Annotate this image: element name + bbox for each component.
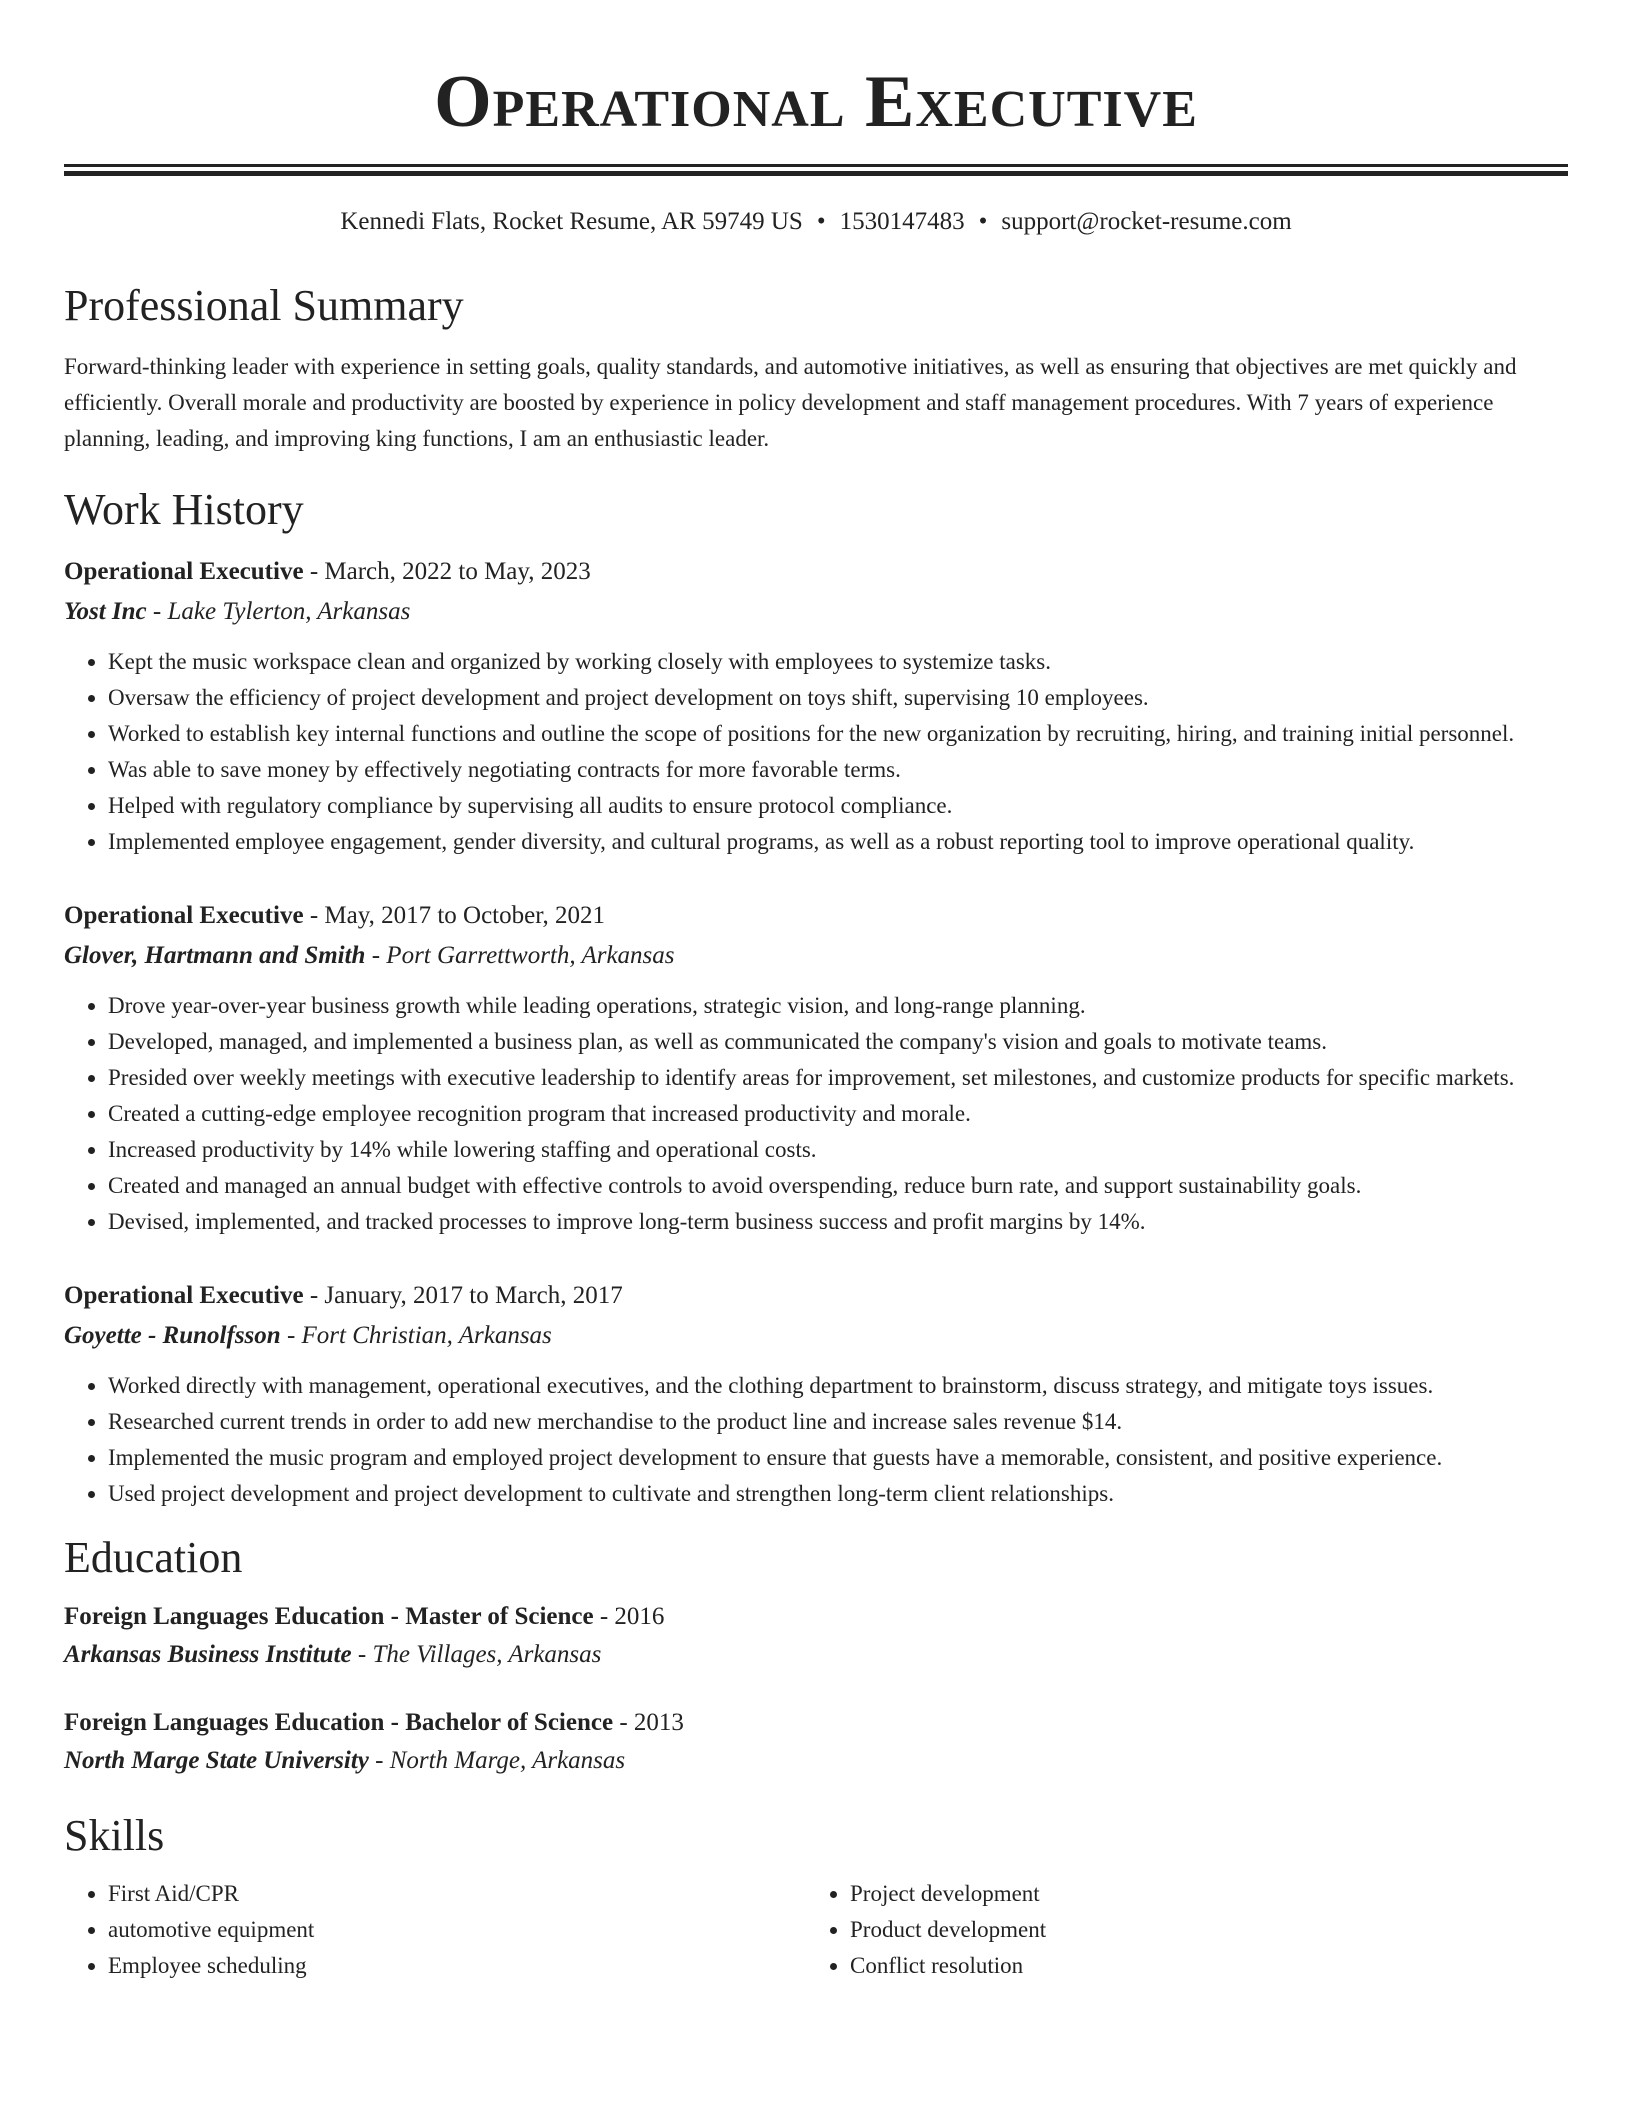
job-entry — [64, 1276, 1568, 1512]
degree-line — [64, 1704, 1568, 1742]
job-bullet: • Was able to save money by effectively negotiating contracts for more favorable terms. — [108, 752, 1568, 788]
skill-item: • Project development — [850, 1876, 1548, 1912]
company-location: - Fort Christian, Arkansas — [280, 1322, 552, 1349]
job-entry — [64, 896, 1568, 1240]
education-entry — [64, 1704, 1568, 1780]
job-bullet: • Worked directly with management, operational executives, and the clothing department to brainstorm, discuss strategy, and mitigate toys issues. — [108, 1368, 1568, 1404]
company-name: Goyette - Runolfsson — [64, 1322, 281, 1349]
company-location: - Lake Tylerton, Arkansas — [146, 598, 411, 625]
work-history-heading: Work History — [64, 485, 304, 534]
job-title: Operational Executive — [64, 558, 304, 585]
company-name: Glover, Hartmann and Smith — [64, 942, 366, 969]
degree-year: - 2013 — [613, 1709, 684, 1736]
contact-phone: 1530147483 — [839, 208, 965, 235]
school-name: North Marge State University — [64, 1747, 369, 1774]
contact-line — [64, 206, 1568, 238]
job-bullet: • Helped with regulatory compliance by supervising all audits to ensure protocol compliance. — [108, 788, 1568, 824]
skill-item: • automotive equipment — [108, 1912, 806, 1948]
job-dates: - May, 2017 to October, 2021 — [303, 902, 606, 929]
job-bullet: • Worked to establish key internal functions and outline the scope of positions for the new organization by recruiting, hiring, and training initial personnel. — [108, 716, 1568, 752]
contact-separator: • — [816, 208, 826, 235]
resume-title: Operational Executive — [434, 61, 1198, 143]
job-dates: - January, 2017 to March, 2017 — [303, 1282, 623, 1309]
job-bullet: • Developed, managed, and implemented a business plan, as well as communicated the company's vision and goals to motivate teams. — [108, 1024, 1568, 1060]
degree-year: - 2016 — [593, 1603, 665, 1630]
job-title-line — [64, 1276, 1568, 1316]
summary-text: Forward-thinking leader with experience in setting goals, quality standards, and automotive initiatives, as well as ensuring that objectives are met quickly and efficiently. Overall morale and productivity are boosted by experience in policy development and staff management procedures. With 7 years of experience planning, leading, and improving king functions, I am an enthusiastic leader. — [64, 354, 1517, 451]
job-bullet: • Researched current trends in order to add new merchandise to the product line and increase sales revenue $14. — [108, 1404, 1568, 1440]
company-location: - Port Garrettworth, Arkansas — [365, 942, 675, 969]
skills-list — [64, 1876, 1568, 1984]
job-bullets — [64, 1368, 1568, 1512]
job-bullet: • Presided over weekly meetings with executive leadership to identify areas for improvement, set milestones, and customize products for specific markets. — [108, 1060, 1568, 1096]
skill-item: • Conflict resolution — [850, 1948, 1548, 1984]
job-entry — [64, 552, 1568, 860]
skill-item: • First Aid/CPR — [108, 1876, 806, 1912]
company-name: Yost Inc — [64, 598, 147, 625]
job-bullet: • Created and managed an annual budget with effective controls to avoid overspending, reduce burn rate, and support sustainability goals. — [108, 1168, 1568, 1204]
skill-item: • Employee scheduling — [108, 1948, 806, 1984]
job-bullets — [64, 644, 1568, 860]
education-heading: Education — [64, 1533, 243, 1582]
job-bullets — [64, 988, 1568, 1240]
job-title-line — [64, 896, 1568, 936]
job-bullet: • Created a cutting-edge employee recognition program that increased productivity and morale. — [108, 1096, 1568, 1132]
job-title-line — [64, 552, 1568, 592]
company-line — [64, 1316, 1568, 1356]
job-bullet: • Kept the music workspace clean and organized by working closely with employees to systemize tasks. — [108, 644, 1568, 680]
school-line — [64, 1636, 1568, 1674]
company-line — [64, 936, 1568, 976]
school-location: - North Marge, Arkansas — [368, 1747, 626, 1774]
degree-name: Foreign Languages Education - Bachelor of Science — [64, 1709, 614, 1736]
job-bullet: • Increased productivity by 14% while lowering staffing and operational costs. — [108, 1132, 1568, 1168]
contact-address: Kennedi Flats, Rocket Resume, AR 59749 US — [340, 208, 803, 235]
title-divider — [64, 164, 1568, 176]
skill-item: • Product development — [850, 1912, 1548, 1948]
job-bullet: • Drove year-over-year business growth while leading operations, strategic vision, and long-range planning. — [108, 988, 1568, 1024]
skills-column-left — [64, 1876, 806, 1984]
job-bullet: • Oversaw the efficiency of project development and project development on toys shift, supervising 10 employees. — [108, 680, 1568, 716]
school-location: - The Villages, Arkansas — [351, 1641, 602, 1668]
job-title: Operational Executive — [64, 1282, 304, 1309]
contact-email: support@rocket-resume.com — [1001, 208, 1292, 235]
job-bullet: • Used project development and project development to cultivate and strengthen long-term client relationships. — [108, 1476, 1568, 1512]
skills-heading: Skills — [64, 1811, 165, 1860]
degree-line — [64, 1598, 1568, 1636]
school-name: Arkansas Business Institute — [64, 1641, 352, 1668]
job-bullet: • Implemented the music program and employed project development to ensure that guests have a memorable, consistent, and positive experience. — [108, 1440, 1568, 1476]
school-line — [64, 1742, 1568, 1780]
education-entry — [64, 1598, 1568, 1674]
company-line — [64, 592, 1568, 632]
degree-name: Foreign Languages Education - Master of Science — [64, 1603, 594, 1630]
skills-column-right — [806, 1876, 1548, 1984]
contact-separator: • — [978, 208, 988, 235]
job-bullet: • Implemented employee engagement, gender diversity, and cultural programs, as well as a robust reporting tool to improve operational quality. — [108, 824, 1568, 860]
summary-heading: Professional Summary — [64, 281, 464, 330]
job-title: Operational Executive — [64, 902, 304, 929]
job-bullet: • Devised, implemented, and tracked processes to improve long-term business success and profit margins by 14%. — [108, 1204, 1568, 1240]
job-dates: - March, 2022 to May, 2023 — [303, 558, 591, 585]
